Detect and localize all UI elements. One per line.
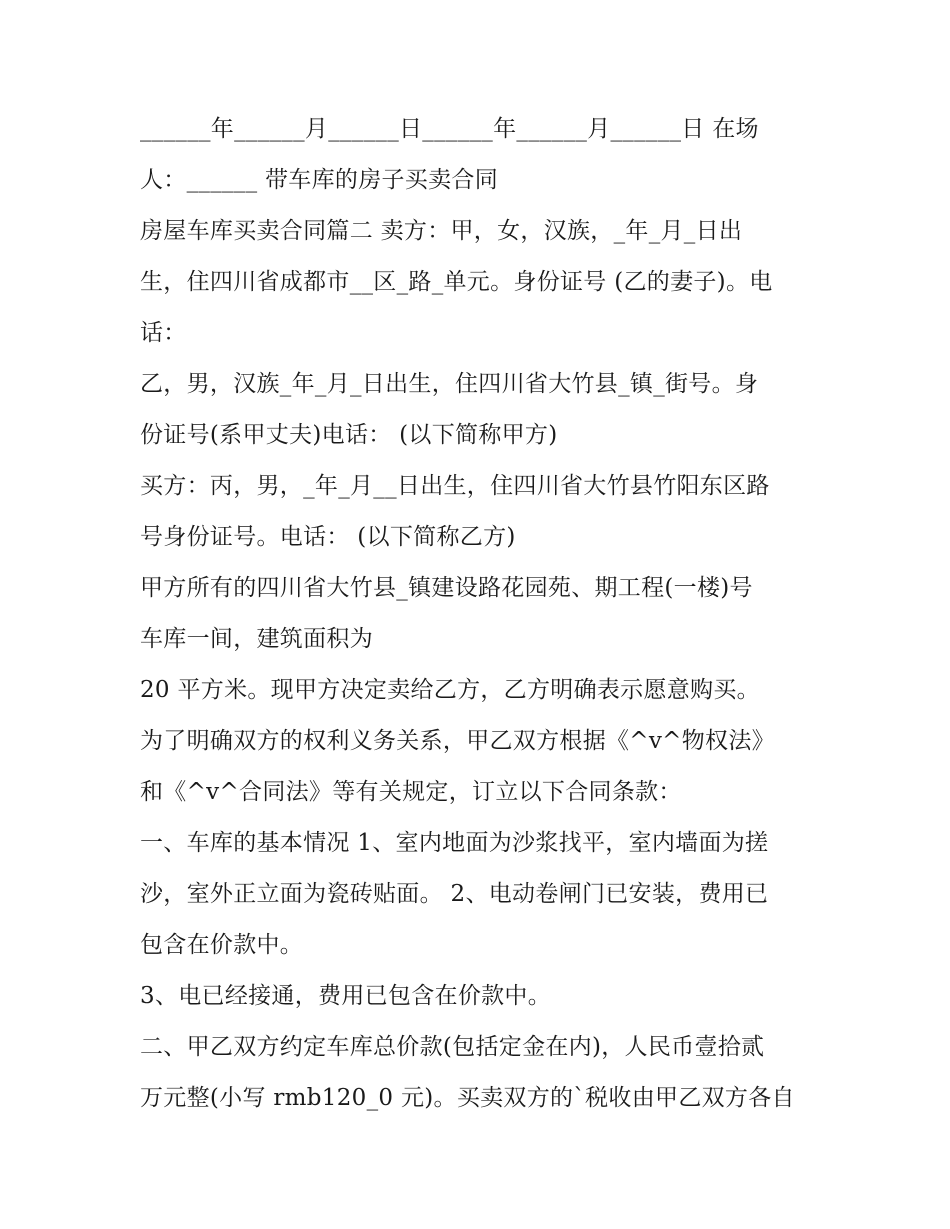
text-line: 房屋车库买卖合同篇二 卖方：甲，女，汉族，_年_月_日出 [140,218,743,244]
text-line: 份证号(系甲丈夫)电话： (以下简称甲方) [140,422,558,448]
text-line: 乙，男，汉族_年_月_日出生，住四川省大竹县_镇_街号。身 [140,371,759,397]
text-line: 买方：丙，男，_年_月__日出生，住四川省大竹县竹阳东区路 [140,473,770,499]
text-line: 包含在价款中。 [140,932,304,958]
text-line: 万元整(小写 rmb120_0 元)。买卖双方的`税收由甲乙双方各自 [140,1085,795,1111]
text-line: 甲方所有的四川省大竹县_镇建设路花园苑、期工程(一楼)号 [140,575,753,601]
text-line: 一、车库的基本情况 1、室内地面为沙浆找平，室内墙面为搓 [140,830,769,856]
text-line: 为了明确双方的权利义务关系，甲乙双方根据《^v^物权法》 [140,728,775,754]
document-body [140,104,820,1124]
text-line: 20 平方米。现甲方决定卖给乙方，乙方明确表示愿意购买。 [140,677,760,703]
text-line: ______年______月______日______年______月______日 在场 [140,116,759,142]
text-line: 话： [140,320,187,346]
text-line: 3、电已经接通，费用已包含在价款中。 [140,983,552,1009]
text-line: 车库一间，建筑面积为 [140,626,373,652]
text-line: 号身份证号。电话： (以下简称乙方) [140,524,516,550]
text-line: 和《^v^合同法》等有关规定，订立以下合同条款： [140,779,682,805]
text-line: 二、甲乙双方约定车库总价款(包括定金在内)，人民币壹拾贰 [140,1034,765,1060]
text-line: 沙，室外正立面为瓷砖贴面。 2、电动卷闸门已安装，费用已 [140,881,769,907]
text-line: 生，住四川省成都市__区_路_单元。身份证号 (乙的妻子)。电 [140,269,773,295]
text-line: 人：______ 带车库的房子买卖合同 [140,167,499,193]
